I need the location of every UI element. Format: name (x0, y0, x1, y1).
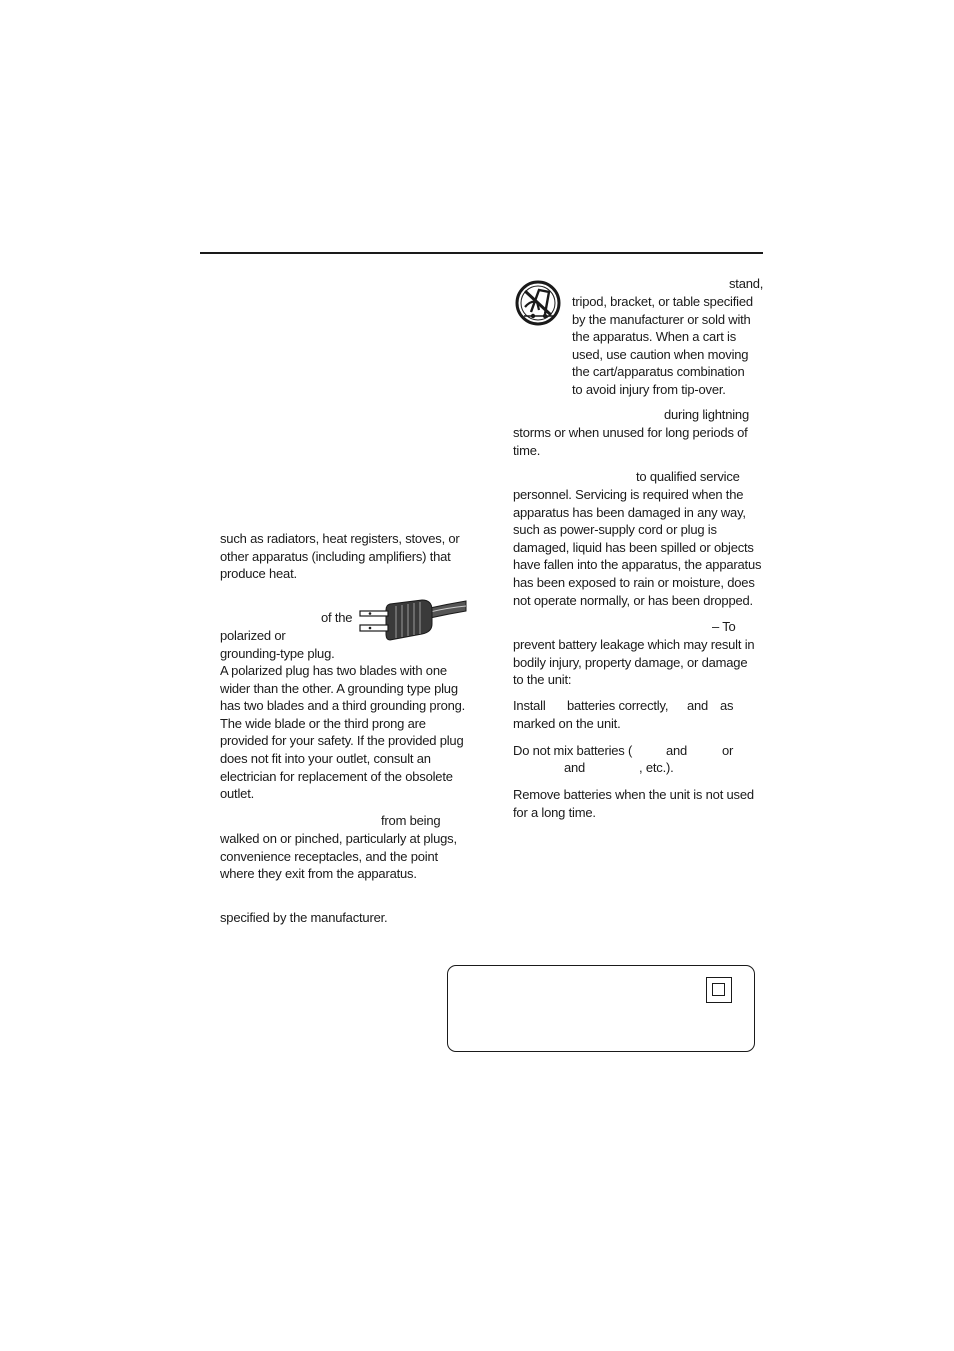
double-insulation-icon (706, 977, 732, 1003)
plug-grounding: grounding-type plug. (220, 646, 335, 661)
install-line2: marked on the unit. (513, 716, 621, 731)
notice-box (447, 965, 755, 1052)
unplug-text: storms or when unused for long periods of time. (513, 425, 748, 458)
battery-leak-text: prevent battery leakage which may result in bodily injury, property damage, or damage to the unit: (513, 637, 755, 688)
plug-polarized: polarized or (220, 628, 286, 643)
install-w3: and (687, 698, 709, 713)
plug-of-the: of the (321, 610, 353, 625)
install-w1: Install (513, 698, 546, 713)
polarized-plug-text: A polarized plug has two blades with one wider than the other. A grounding type plug has two blades and a third grounding prong. The wide blade or the third prong are provided for your safety. If the provided plug does not fit into your outlet, consult an electrician for replacement of the obsolete outlet. (220, 663, 466, 802)
header-rule (200, 252, 763, 254)
unplug-lightning: during lightning (664, 407, 749, 422)
install-w2: batteries correctly, (567, 698, 669, 713)
mix-w3: or (722, 743, 734, 758)
cord-from-being: from being (381, 813, 441, 828)
mix-w2: and (666, 743, 688, 758)
cart-text: tripod, bracket, or table specified by the manufacturer or sold with the apparatus. When a cart is used, use caution when moving the cart/apparatus combination to avoid injury from tip-over. (572, 294, 753, 397)
heat-sources-text: such as radiators, heat registers, stoves, or other apparatus (including amplifiers) that produce heat. (220, 531, 460, 582)
mix-w4: and (564, 760, 586, 775)
cart-stand: stand, (729, 276, 764, 291)
mix-w1: Do not mix batteries ( (513, 743, 633, 758)
cart-warning-icon (515, 280, 561, 326)
attachments-text: specified by the manufacturer. (220, 910, 388, 925)
power-cord-text: walked on or pinched, particularly at plugs, convenience receptacles, and the point where they exit from the apparatus. (220, 831, 457, 882)
remove-batteries-text: Remove batteries when the unit is not used for a long time. (513, 787, 754, 820)
battery-to: – To (712, 619, 736, 634)
install-w4: as (720, 698, 734, 713)
servicing-text: personnel. Servicing is required when the apparatus has been damaged in any way, such as power-supply cord or plug is damaged, liquid has been spilled or objects have fallen into the apparatus, the apparatus has been exposed to rain or moisture, does not operate normally, or has been dropped. (513, 487, 762, 608)
service-qualified: to qualified service (636, 469, 740, 484)
mix-w5: , etc.). (639, 760, 674, 775)
polarized-plug-icon (358, 598, 468, 644)
